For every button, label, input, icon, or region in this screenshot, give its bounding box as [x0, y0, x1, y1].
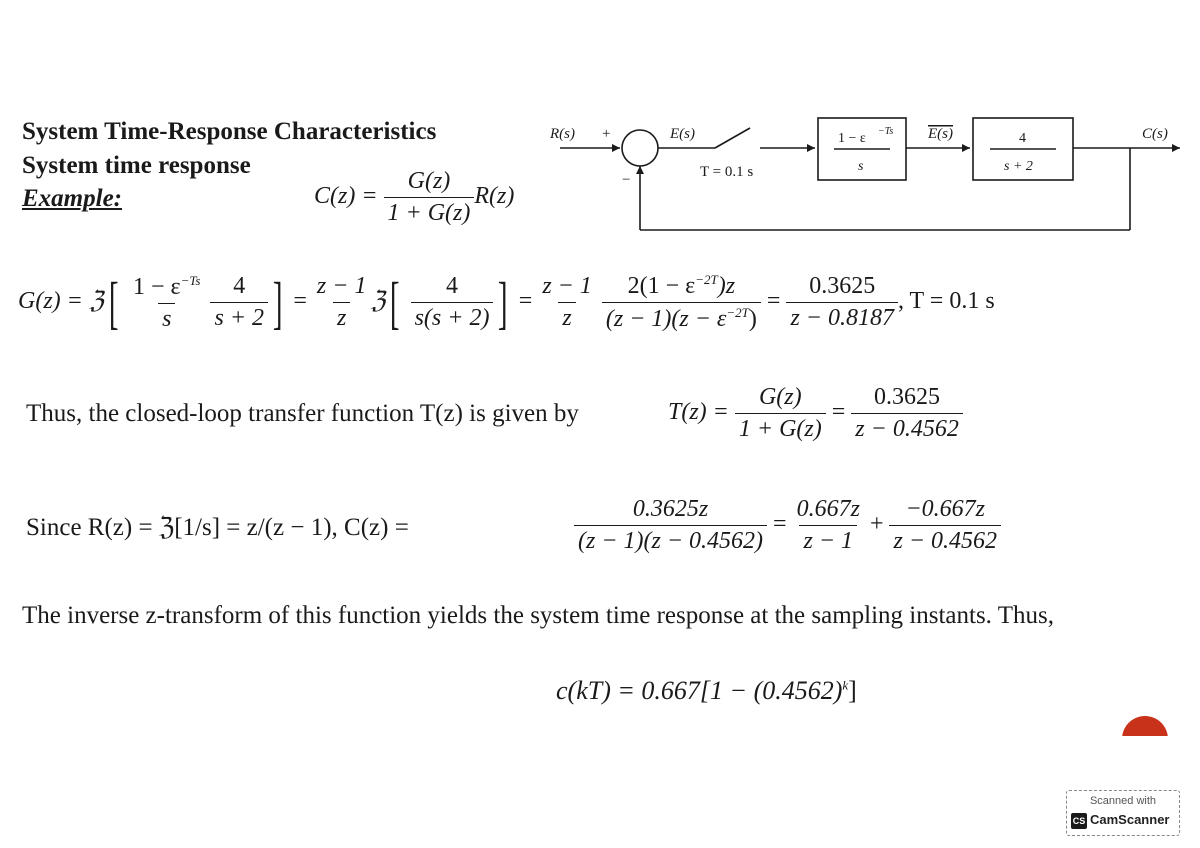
eq4-fraction1: $\frac{0.3625z}{(z - 1)(z - 0.4562)}$	[574, 496, 767, 555]
plant-den: s + 2	[1004, 159, 1033, 174]
plant-num: 4	[1019, 131, 1026, 146]
label-sample-period: T = 0.1 s	[700, 164, 754, 180]
badge-line1: Scanned with	[1089, 795, 1157, 807]
equation-ckt: $c(kT) = 0.667[1 - (0.4562)^k]$	[556, 676, 857, 705]
eq2-lhs: G(z) =	[18, 288, 83, 315]
eq2-term1: $\frac{1 - \varepsilon^{-Ts}}{s}$	[132, 272, 201, 332]
page-title: System Time-Response Characteristics	[22, 118, 437, 145]
eq1-num: G(z)	[407, 168, 451, 194]
eq4-fraction3: $\frac{-0.667z}{z - 0.4562}$	[889, 496, 1001, 555]
label-output: C(s)	[1142, 126, 1168, 142]
eq1-lhs: C(z) =	[314, 183, 378, 210]
eq1-rhs: R(z)	[474, 183, 515, 210]
sampler-switch	[715, 128, 750, 148]
zoh-sup: −Ts	[878, 126, 894, 137]
block-diagram	[540, 110, 1190, 240]
eq2-term6: $\frac{2(1 - \varepsilon^{-2T})z}{(z - 1)(z - \varepsilon^{-2T})}$	[602, 272, 761, 333]
scan-margin	[0, 736, 1200, 848]
eq1-den: 1 + G(z)	[384, 197, 475, 227]
label-input: R(s)	[550, 126, 575, 142]
example-label: Example:	[22, 185, 122, 212]
eq2-term2: $\frac{4}{s + 2}$	[210, 273, 268, 332]
camscanner-logo-icon: CS	[1071, 813, 1087, 829]
eq2-term5: $\frac{z - 1}{z}$	[542, 273, 592, 331]
eq1-fraction	[384, 168, 475, 227]
equation-cz: $\frac{0.3625z}{(z - 1)(z - 0.4562)}$ = $\frac{0.667z}{z - 1}$ + $\frac{-0.667z}{z - 0.4562}$	[574, 496, 1001, 555]
equation-output	[314, 168, 514, 227]
label-estar: E(s)	[928, 126, 953, 142]
equation-tz: T(z) = $\frac{G(z)}{1 + G(z)}$ = $\frac{0.3625}{z - 0.4562}$	[668, 384, 963, 443]
inverse-transform-text: The inverse z-transform of this function yields the system time response at the sampling instants. Thus,	[22, 602, 1054, 629]
since-text: Since R(z) = ℨ[1/s] = z/(z − 1), C(z) =	[26, 514, 409, 541]
eq2-term7: $\frac{0.3625}{z - 0.8187}$	[786, 273, 898, 332]
badge-line2: CamScanner	[1090, 812, 1170, 827]
label-plus: +	[602, 126, 611, 142]
camscanner-badge	[1066, 790, 1180, 836]
page-subtitle: System time response	[22, 152, 251, 179]
eq2-term3: $\frac{z - 1}{z}$	[316, 273, 367, 331]
equation-gz: G(z) = ℨ[ $\frac{1 - \varepsilon^{-Ts}}{s}$ $\frac{4}{s + 2}$ ] = $\frac{z - 1}{z}$ ℨ[ $\frac{4}{s(s + 2)}$ ] = $\frac{z - 1}{z}$ $\frac{2(1 - \varepsilon^{-2T})z}{(z - 1)(z - \varepsilon^{-2T})}$ = $\frac{0.3625}{z - 0.8187}$ , T = 0.1 s	[18, 269, 995, 335]
summing-junction	[622, 130, 658, 166]
label-error: E(s)	[670, 126, 695, 142]
eq3-fraction2: $\frac{0.3625}{z - 0.4562}$	[851, 384, 963, 443]
eq2-tail: , T = 0.1 s	[897, 288, 995, 315]
eq4-fraction2: $\frac{0.667z}{z - 1}$	[796, 496, 860, 554]
zoh-num: 1 − ε	[838, 131, 866, 146]
label-minus: −	[622, 172, 631, 188]
eq2-term4: $\frac{4}{s(s + 2)}$	[411, 273, 494, 332]
zoh-den: s	[858, 159, 864, 174]
closed-loop-text: Thus, the closed-loop transfer function T(z) is given by	[26, 400, 579, 427]
eq3-fraction1: $\frac{G(z)}{1 + G(z)}$	[735, 384, 826, 443]
